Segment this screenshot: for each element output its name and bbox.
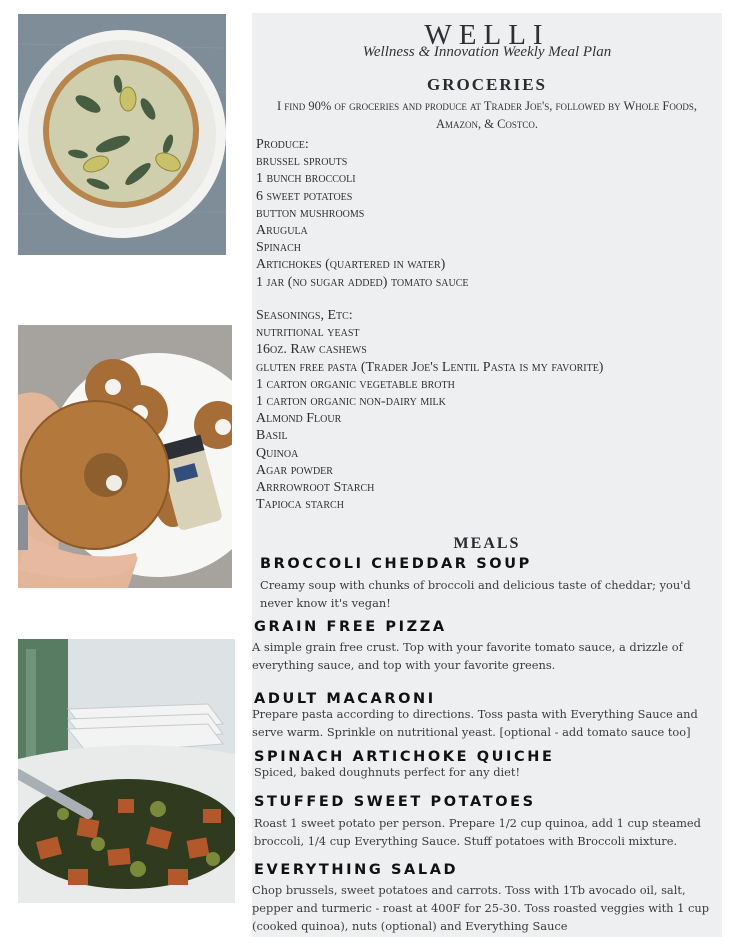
meal-title: STUFFED SWEET POTATOES <box>254 794 536 810</box>
quiche-photo <box>18 14 226 255</box>
list-item: Almond Flour <box>256 411 342 427</box>
list-item: Basil <box>256 428 288 444</box>
seasonings-heading: Seasonings, Etc: <box>256 308 353 323</box>
meal-description: Roast 1 sweet potato per person. Prepare 1/2 cup quinoa, add 1 cup steamed broccoli, 1/4 cup Everything Sauce. Stuff potatoes with Broccoli mixture. <box>254 816 701 848</box>
salad-photo <box>18 639 235 903</box>
meal-title: ADULT MACARONI <box>254 691 436 707</box>
list-item: Arrrowroot Starch <box>256 480 375 496</box>
list-item: 6 sweet potatoes <box>256 188 353 204</box>
meal-plan-panel <box>252 13 722 937</box>
list-item: nutritional yeast <box>256 325 360 341</box>
brand-title: WELLI <box>424 19 550 51</box>
salad-image <box>18 639 235 903</box>
meal-title: EVERYTHING SALAD <box>254 862 459 878</box>
meal-description: Spiced, baked doughnuts perfect for any diet! <box>254 765 521 779</box>
doughnuts-photo <box>18 325 232 588</box>
meal-description: A simple grain free crust. Top with your favorite tomato sauce, a drizzle of everything sauce, and top with your favorite greens. <box>252 640 683 672</box>
doughnuts-image <box>18 325 232 588</box>
list-item: 1 jar (no sugar added) tomato sauce <box>256 274 469 290</box>
list-item: Tapioca starch <box>256 497 344 513</box>
list-item: Quinoa <box>256 445 299 461</box>
quiche-image <box>18 14 226 255</box>
list-item: brussel sprouts <box>256 154 348 170</box>
meal-description: Prepare pasta according to directions. Toss pasta with Everything Sauce and serve warm. Sprinkle on nutritional yeast. [optional - add tomato sauce too] <box>252 707 698 739</box>
meals-heading: MEALS <box>453 535 521 552</box>
seasonings-list <box>256 307 676 513</box>
produce-list <box>256 136 469 291</box>
meal-title: SPINACH ARTICHOKE QUICHE <box>254 749 555 765</box>
list-item: Spinach <box>256 240 302 256</box>
meal-title: BROCCOLI CHEDDAR SOUP <box>260 556 532 572</box>
groceries-heading: GROCERIES <box>426 75 548 94</box>
groceries-intro: I find 90% of groceries and produce at Trader Joe's, followed by Whole Foods, Amazon, & Costco. <box>276 99 697 131</box>
list-item: Agar powder <box>256 462 333 478</box>
brand-tagline: Wellness & Innovation Weekly Meal Plan <box>362 44 612 60</box>
list-item: button mushrooms <box>256 205 365 221</box>
meal-description: Creamy soup with chunks of broccoli and delicious taste of cheddar; you'd never know it's vegan! <box>260 578 691 610</box>
meal-description: Chop brussels, sweet potatoes and carrots. Toss with 1Tb avocado oil, salt, pepper and turmeric - roast at 400F for 25-30. Toss roasted veggies with 1 cup (cooked quinoa), nuts (optional) and Everything Sauce <box>252 883 709 933</box>
list-item: 1 carton organic non-dairy milk <box>256 394 446 410</box>
list-item: Arugula <box>256 223 308 239</box>
list-item: gluten free pasta (Trader Joe's Lentil Pasta is my favorite) <box>256 359 604 375</box>
meal-title: GRAIN FREE PIZZA <box>254 619 447 635</box>
list-item: 1 bunch broccoli <box>256 171 356 187</box>
list-item: Artichokes (quartered in water) <box>256 257 446 273</box>
list-item: 1 carton organic vegetable broth <box>256 376 455 392</box>
produce-heading: Produce: <box>256 137 309 152</box>
list-item: 16oz. Raw cashews <box>256 342 367 358</box>
